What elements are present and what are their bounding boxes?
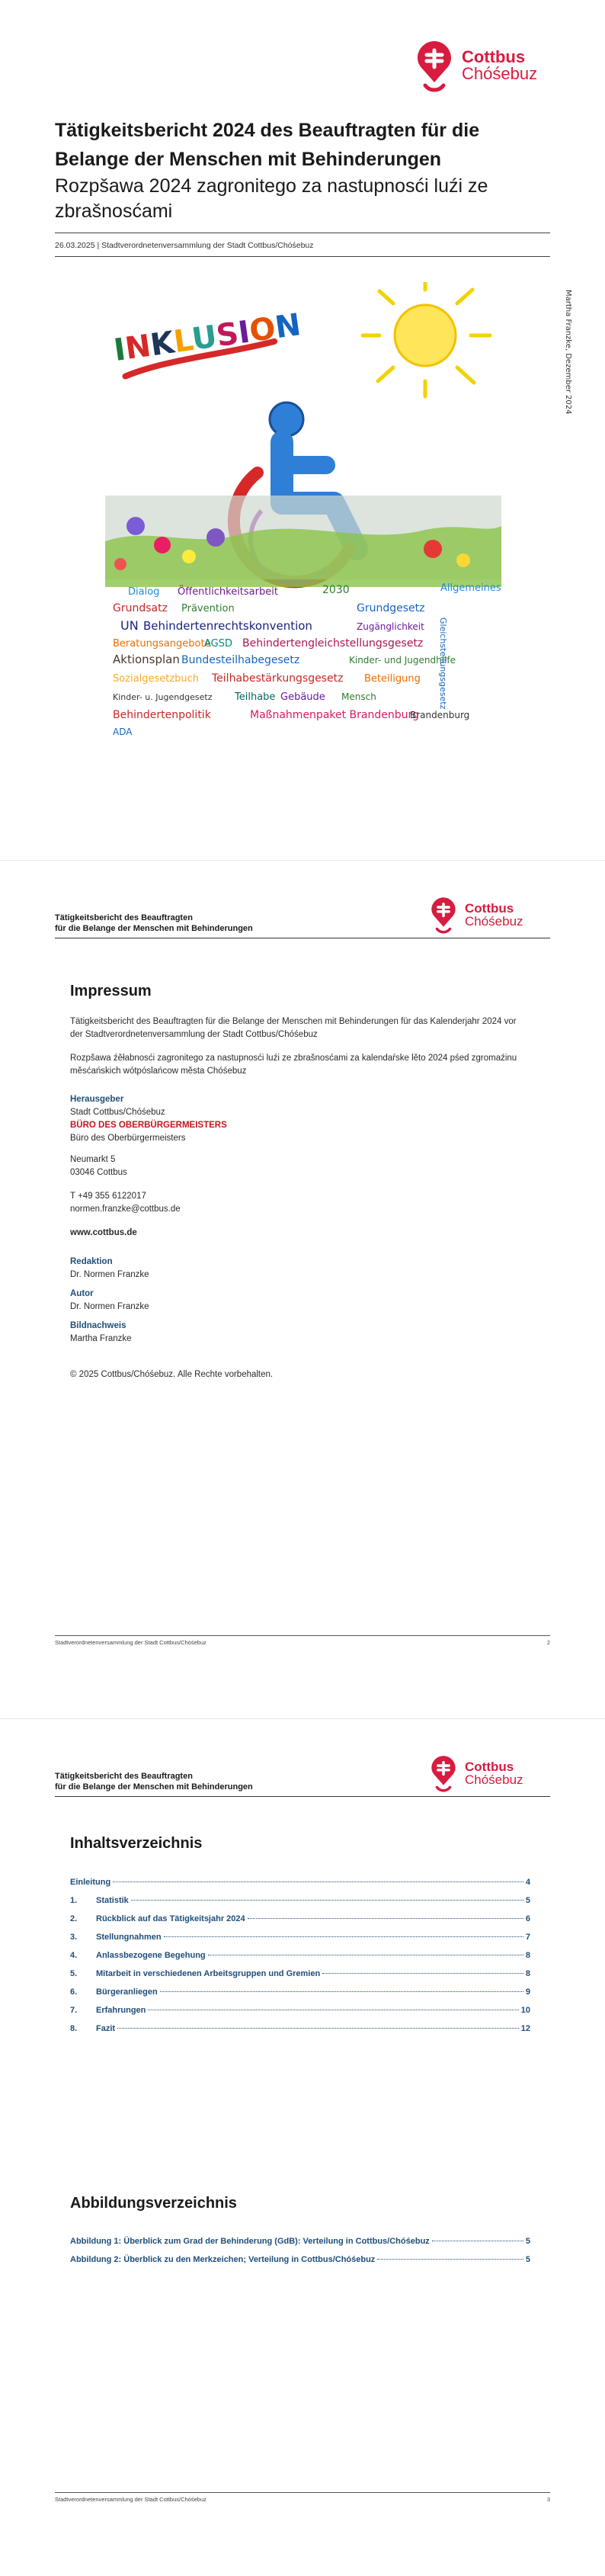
inklusion-artwork xyxy=(105,282,501,747)
toc-title: Mitarbeit in verschiedenen Arbeitsgruppen und Gremien xyxy=(96,1969,321,1978)
word: Mensch xyxy=(341,691,376,702)
toc-entry[interactable] xyxy=(70,1933,530,1945)
page-number: 2 xyxy=(546,1639,550,1646)
report-subtitle: Rozpšawa 2024 zagronitego za nastupnosći luźi ze zbrašnosćami xyxy=(55,175,488,222)
header-rule xyxy=(55,1796,550,1797)
toc-title: Statistik xyxy=(96,1896,129,1905)
city-logo xyxy=(427,1753,523,1794)
city-logo xyxy=(411,37,537,95)
word: 2030 xyxy=(322,584,350,596)
toc-title: Erfahrungen xyxy=(96,2006,146,2015)
toc-leader xyxy=(377,2259,523,2260)
word: Beteiligung xyxy=(364,673,421,685)
word: Sozialgesetzbuch xyxy=(113,673,200,685)
word: Grundsatz xyxy=(113,602,168,614)
word: Aktionsplan xyxy=(113,653,180,666)
word: ADA xyxy=(113,727,133,737)
art-credit: Martha Franzke, Dezember 2024 xyxy=(564,290,572,415)
word: Behindertengleichstellungsgesetz xyxy=(242,637,424,650)
figure-page: 5 xyxy=(525,2255,530,2264)
impressum-page xyxy=(0,861,605,1718)
autor: Dr. Normen Franzke xyxy=(70,1302,149,1311)
street: Neumarkt 5 xyxy=(70,1155,116,1164)
brand-name-sorbian: Chóśebuz xyxy=(465,914,523,929)
toc-number: 3. xyxy=(70,1933,78,1942)
running-header xyxy=(55,913,253,934)
toc-title: Einleitung xyxy=(70,1878,111,1887)
address-block xyxy=(70,1153,127,1179)
toc-entry[interactable] xyxy=(70,1914,530,1926)
toc-title: Stellungnahmen xyxy=(96,1933,162,1942)
figure-title: Abbildung 1: Überblick zum Grad der Behinderung (GdB): Verteilung in Cottbus/Chóśebuz xyxy=(70,2237,430,2246)
toc-entry[interactable] xyxy=(70,2006,530,2018)
toc-leader xyxy=(248,1918,523,1919)
herausgeber-label: Herausgeber xyxy=(70,1095,124,1104)
toc-leader xyxy=(164,1936,523,1937)
word: AGSD xyxy=(204,638,233,650)
buero: Büro des Oberbürgermeisters xyxy=(70,1134,186,1143)
word: Bundesteilhabegesetz xyxy=(181,654,300,666)
footer-text: Stadtverordnetenversammlung der Stadt Cottbus/Chóśebuz xyxy=(55,2496,206,2503)
toc-number: 4. xyxy=(70,1951,78,1960)
sun-drawing xyxy=(363,282,490,396)
toc-entry[interactable] xyxy=(70,1896,530,1908)
cottbus-emblem-icon xyxy=(427,894,460,935)
word: Allgemeines xyxy=(440,582,501,594)
inklusion-headline xyxy=(112,307,305,377)
toc-page: 10 xyxy=(520,2006,530,2015)
toc-page xyxy=(0,1719,605,2576)
word: Prävention xyxy=(181,603,235,614)
cottbus-emblem-icon xyxy=(411,37,457,95)
figure-title: Abbildung 2: Überblick zu den Merkzeichen; Verteilung in Cottbus/Chóśebuz xyxy=(70,2255,376,2264)
buero-upper: BÜRO DES OBERBÜRGERMEISTERS xyxy=(70,1121,227,1130)
bildnachweis-block xyxy=(70,1320,132,1346)
running-header-line1: Tätigkeitsbericht des Beauftragten xyxy=(55,913,193,922)
word: Brandenburg xyxy=(410,710,470,720)
toc-entry[interactable] xyxy=(70,1878,530,1890)
bildnachweis: Martha Franzke xyxy=(70,1334,132,1343)
toc-number: 1. xyxy=(70,1896,78,1905)
contact-block xyxy=(70,1190,181,1216)
word: Grundgesetz xyxy=(357,602,425,614)
footer xyxy=(55,1639,550,1646)
word: Öffentlichkeitsarbeit xyxy=(178,586,278,598)
figure-page: 5 xyxy=(525,2237,530,2246)
toc-page: 7 xyxy=(525,1933,530,1942)
footer-text: Stadtverordnetenversammlung der Stadt Cottbus/Chóśebuz xyxy=(55,1639,206,1646)
website-link[interactable]: www.cottbus.de xyxy=(70,1228,137,1237)
autor-block xyxy=(70,1288,149,1314)
word: UN xyxy=(120,618,139,633)
toc-leader xyxy=(117,2028,519,2029)
toc-entry[interactable] xyxy=(70,1969,530,1981)
toc-title: Fazit xyxy=(96,2024,116,2033)
toc-title: Rückblick auf das Tätigkeitsjahr 2024 xyxy=(96,1914,245,1923)
word: Behindertenrechtskonvention xyxy=(143,619,312,633)
toc-page: 4 xyxy=(525,1878,530,1887)
word: Kinder- und Jugendhilfe xyxy=(349,655,456,666)
brand-name-sorbian: Chóśebuz xyxy=(462,64,538,83)
redaktion-label: Redaktion xyxy=(70,1257,113,1266)
herausgeber-city: Stadt Cottbus/Chóśebuz xyxy=(70,1108,165,1117)
running-header-line2: für die Belange der Menschen mit Behinderungen xyxy=(55,1782,253,1792)
autor-label: Autor xyxy=(70,1289,94,1298)
footer-rule xyxy=(55,2492,550,2493)
email-link[interactable]: normen.franzke@cottbus.de xyxy=(70,1205,181,1214)
brand-name: Cottbus xyxy=(465,1760,514,1774)
word: Gebäude xyxy=(280,691,325,703)
word: Teilhabestärkungsgesetz xyxy=(212,672,344,685)
running-header-line1: Tätigkeitsbericht des Beauftragten xyxy=(55,1772,193,1781)
brand-name: Cottbus xyxy=(465,901,514,916)
toc-page: 6 xyxy=(525,1914,530,1923)
word: Behindertenpolitik xyxy=(113,709,211,721)
toc-page: 8 xyxy=(525,1969,530,1978)
toc-number: 5. xyxy=(70,1969,78,1978)
toc-number: 6. xyxy=(70,1987,78,1997)
word: Teilhabe xyxy=(235,691,276,703)
toc-number: 2. xyxy=(70,1914,78,1923)
toc-entry[interactable] xyxy=(70,1987,530,2000)
cover-meta: 26.03.2025 | Stadtverordnetenversammlung der Stadt Cottbus/Chóśebuz xyxy=(55,241,314,250)
impressum-para-dsb: Rozpšawa źěłabnosći zagronitego za nastupnosći luźi ze zbrašnosćami za kalendaŕske lěto 2024 pśed zgromaźinu měsćańskich wótpóslańcow města Chóśebuz xyxy=(70,1054,517,1076)
toc-title: Anlassbezogene Begehung xyxy=(96,1951,206,1960)
toc-page: 9 xyxy=(525,1987,530,1997)
copyright: © 2025 Cottbus/Chóśebuz. Alle Rechte vorbehalten. xyxy=(70,1370,274,1379)
cover-page xyxy=(0,0,605,860)
running-header xyxy=(55,1771,253,1792)
figure-entry[interactable] xyxy=(70,2255,530,2267)
publisher-block xyxy=(70,1093,227,1145)
footer-rule xyxy=(55,1635,550,1636)
cottbus-emblem-icon xyxy=(427,1753,460,1794)
toc-entry[interactable] xyxy=(70,2024,530,2036)
toc-heading: Inhaltsverzeichnis xyxy=(70,1835,203,1852)
figures-heading: Abbildungsverzeichnis xyxy=(70,2195,237,2212)
bildnachweis-label: Bildnachweis xyxy=(70,1321,126,1330)
toc-page: 5 xyxy=(525,1896,530,1905)
toc-page: 8 xyxy=(525,1951,530,1960)
report-title: Tätigkeitsbericht 2024 des Beauftragten für die Belange der Menschen mit Behinderungen xyxy=(55,120,480,170)
word: Kinder- u. Jugendgesetz xyxy=(113,692,213,702)
toc-number: 8. xyxy=(70,2024,78,2033)
toc-leader xyxy=(322,1973,523,1974)
zip-city: 03046 Cottbus xyxy=(70,1168,127,1177)
redaktion: Dr. Normen Franzke xyxy=(70,1270,149,1279)
toc-number: 7. xyxy=(70,2006,78,2015)
page-number: 3 xyxy=(546,2496,550,2503)
toc-leader xyxy=(160,1991,523,1992)
impressum-heading: Impressum xyxy=(70,983,152,999)
redaktion-block xyxy=(70,1256,149,1282)
word: Maßnahmenpaket Brandenburg xyxy=(250,709,419,721)
phone: T +49 355 6122017 xyxy=(70,1192,146,1201)
word: Zugänglichkeit xyxy=(357,621,424,632)
brand-name: Cottbus xyxy=(462,47,526,66)
toc-title: Bürgeranliegen xyxy=(96,1987,158,1997)
running-header-line2: für die Belange der Menschen mit Behinderungen xyxy=(55,924,253,933)
svg-text:INKLUSION: INKLUSION xyxy=(111,307,303,369)
toc-entry[interactable] xyxy=(70,1951,530,1963)
word: Beratungsangebote xyxy=(113,638,211,650)
word: Dialog xyxy=(128,586,160,598)
brand-name-sorbian: Chóśebuz xyxy=(465,1772,523,1787)
toc-page: 12 xyxy=(520,2024,530,2033)
toc-leader xyxy=(131,1900,523,1901)
toc-leader xyxy=(113,1881,523,1882)
city-logo xyxy=(427,894,523,935)
footer xyxy=(55,2496,550,2503)
word-cloud xyxy=(113,582,501,737)
cover-rule-bottom xyxy=(55,256,550,257)
impressum-para-de: Tätigkeitsbericht des Beauftragten für die Belange der Menschen mit Behinderungen für das Kalenderjahr 2024 vor der Stadtverordnetenversammlung der Stadt Cottbus/Chóśebuz xyxy=(70,1017,517,1039)
figure-entry[interactable] xyxy=(70,2237,530,2249)
word: Gleichstellungsgesetz xyxy=(438,618,448,710)
